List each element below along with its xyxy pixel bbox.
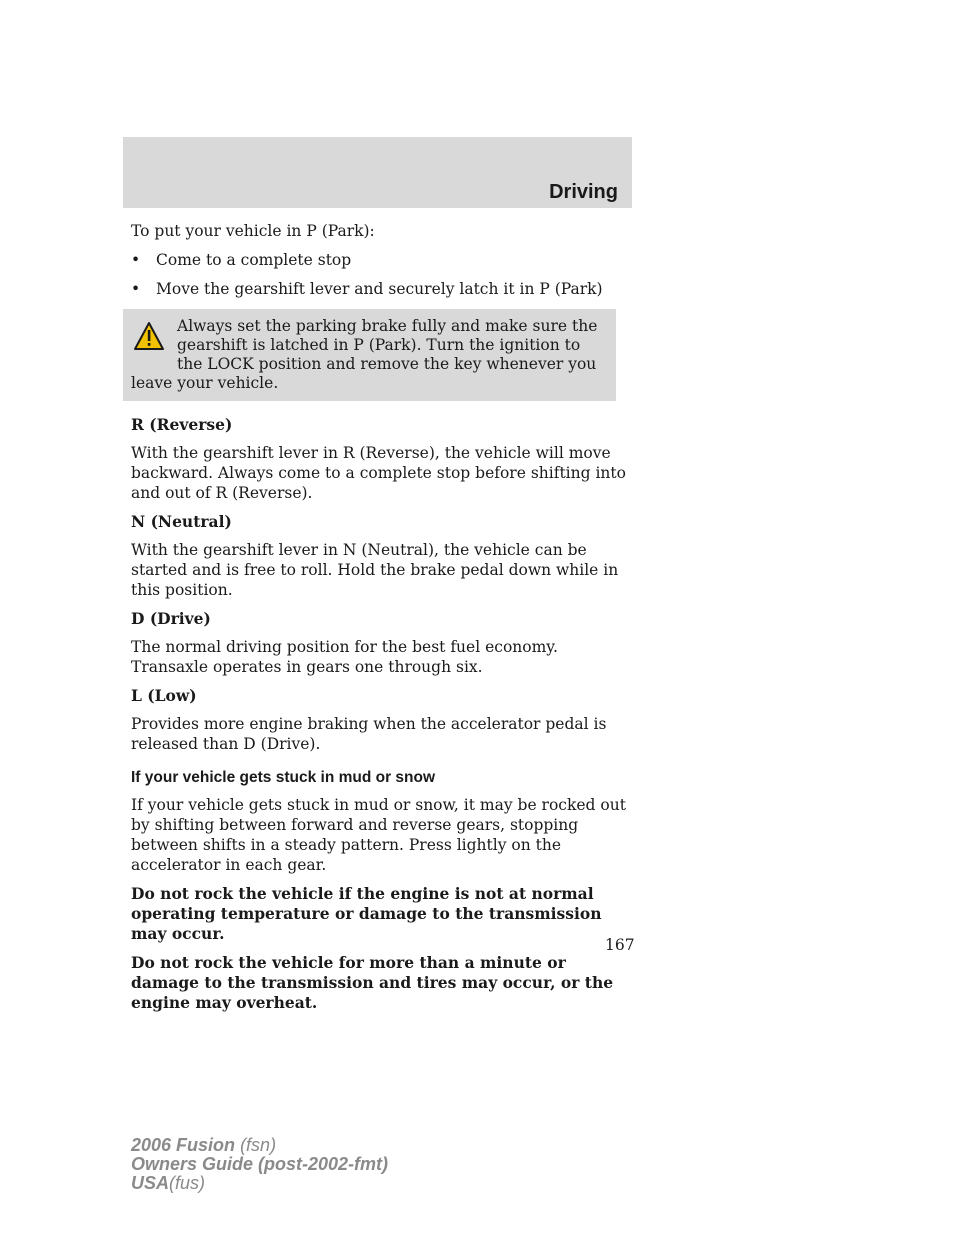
bullet-icon: • bbox=[131, 251, 141, 269]
section-body: With the gearshift lever in R (Reverse), the vehicle will move backward. Always come to a complete stop before shifting into and out of R (Reverse). bbox=[131, 444, 626, 502]
caution-text: Do not rock the vehicle for more than a minute or damage to the transmission and tires may occur, or the engine may overheat. bbox=[131, 953, 614, 1012]
caution-text: Do not rock the vehicle if the engine is not at normal operating temperature or damage to the transmission may occur. bbox=[131, 884, 602, 943]
footer-market-code: (fus) bbox=[169, 1173, 206, 1193]
page-title: Driving bbox=[549, 181, 618, 203]
section-body: Provides more engine braking when the accelerator pedal is released than D (Drive). bbox=[131, 715, 607, 753]
footer-model-code: (fsn) bbox=[240, 1135, 277, 1155]
list-item-text: Move the gearshift lever and securely latch it in P (Park) bbox=[156, 280, 603, 298]
stuck-body: If your vehicle gets stuck in mud or snow, it may be rocked out by shifting between forward and reverse gears, stopping between shifts in a steady pattern. Press lightly on the accelerator in each gear. bbox=[131, 796, 626, 874]
footer bbox=[131, 1136, 388, 1193]
page-content bbox=[131, 221, 631, 1022]
section-body: With the gearshift lever in N (Neutral), the vehicle can be started and is free to roll. Hold the brake pedal down while in this position. bbox=[131, 541, 619, 599]
footer-guide: Owners Guide (post-2002-fmt) bbox=[131, 1154, 389, 1174]
list-item-text: Come to a complete stop bbox=[156, 251, 352, 269]
intro-text: To put your vehicle in P (Park): bbox=[131, 222, 375, 240]
warning-triangle-icon bbox=[131, 317, 177, 357]
section-heading: L (Low) bbox=[131, 686, 197, 705]
footer-model: 2006 Fusion bbox=[131, 1135, 236, 1155]
header-band bbox=[123, 137, 632, 208]
footer-market: USA bbox=[131, 1173, 170, 1193]
stuck-heading: If your vehicle gets stuck in mud or snow bbox=[131, 769, 436, 786]
section-heading: D (Drive) bbox=[131, 609, 211, 628]
bullet-icon: • bbox=[131, 280, 141, 298]
warning-box bbox=[123, 309, 616, 401]
list-item bbox=[131, 250, 631, 270]
section-heading: N (Neutral) bbox=[131, 512, 232, 531]
page-number: 167 bbox=[605, 936, 635, 954]
list-item bbox=[131, 279, 631, 299]
section-heading: R (Reverse) bbox=[131, 415, 233, 434]
section-body: The normal driving position for the best fuel economy. Transaxle operates in gears one through six. bbox=[131, 638, 558, 676]
warning-text: Always set the parking brake fully and make sure the gearshift is latched in P (Park). Turn the ignition to the LOCK position and remove the key whenever you leave your vehicle. bbox=[131, 317, 598, 392]
